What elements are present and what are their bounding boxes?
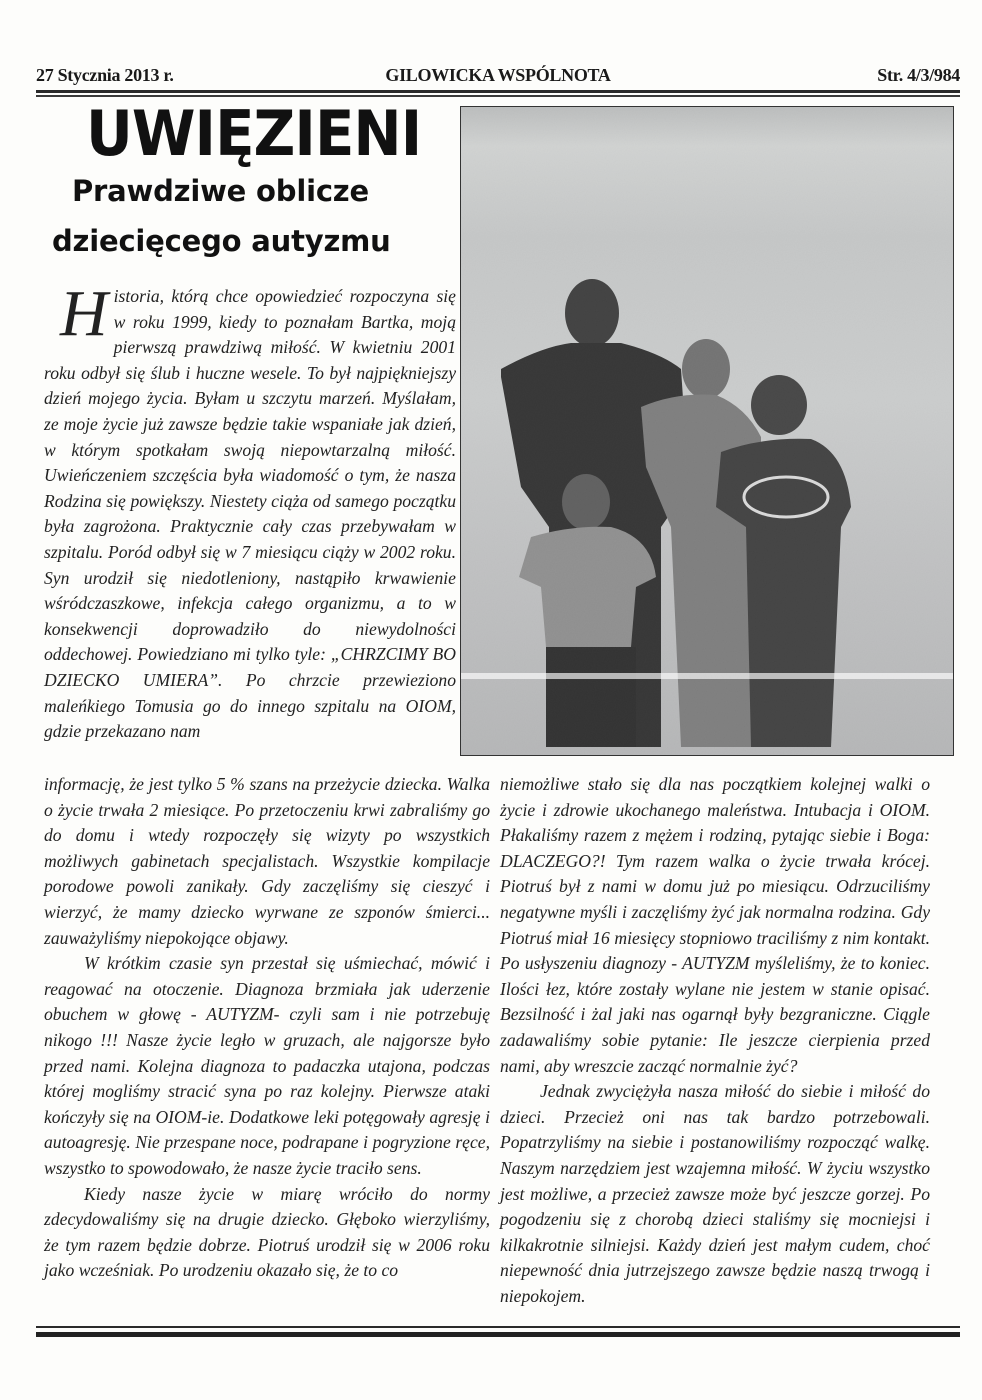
article-column-right	[500, 772, 930, 1309]
paragraph-1-continued: informację, że jest tylko 5 % szans na przeżycie dziecka. Walka o życie trwała 2 miesiące. Po przetoczeniu krwi zabraliśmy go do domu i wtedy rozpoczęły się wizyty po wszystkich możliwych gabinetach specjalistach. Wszystkie kompilacje porodowe powoli zanikały. Gdy zaczęliśmy się cieszyć i wierzyć, że mamy dziecko wyrwane ze szponów śmierci... zauważyliśmy niepokojące objawy.	[44, 774, 490, 948]
page-header	[36, 62, 960, 86]
header-rule-thin	[36, 90, 960, 93]
publication-name: GILOWICKA WSPÓLNOTA	[385, 65, 611, 85]
headline: UWIĘZIENI	[86, 97, 422, 170]
headline-block	[40, 97, 460, 264]
footer-rule-thin	[36, 1326, 960, 1328]
paragraph-4: Jednak zwyciężyła nasza miłość do siebie i miłość do dzieci. Przecież oni nas tak bardzo potrzebowali. Popatrzyliśmy na siebie i postanowiliśmy rozpocząć walkę. Naszym narzędziem jest wzajemna miłość. W życiu wszystko jest możliwe, a przecież zawsze może być jeszcze gorzej. Po pogodzeniu się z chorobą dzieci staliśmy się mocniejsi i kilkakrotnie silniejsi. Każdy dzień jest małym cudem, choć niepewność dnia jutrzejszego zawsze będzie naszą trwogą i niepokojem.	[500, 1081, 930, 1306]
issue-date: 27 Stycznia 2013 r.	[36, 65, 174, 85]
paragraph-3-continued: niemożliwe stało się dla nas początkiem kolejnej walki o życie i zdrowie ukochanego maleństwa. Intubacja i OIOM. Płakaliśmy razem z mężem i rodziną, pytając siebie i Boga: DLACZEGO?! Tym razem walka o życie trwała krócej. Piotruś był z nami w domu już po miesiącu. Odrzuciliśmy negatywne myśli i zaczęliśmy żyć jak normalna rodzina. Gdy Piotruś miał 16 miesięcy stopniowo traciliśmy z nim kontakt. Po usłyszeniu diagnozy - AUTYZM myśleliśmy, że to koniec. Ilości łez, które zostały wylane nie jestem w stanie opisać. Bezsilność i żal jaki nas ogarnął były bezgraniczne. Ciągle zadawaliśmy sobie pytanie: Ile jeszcze cierpienia przed nami, aby wreszcie zacząć normalnie żyć?	[500, 774, 930, 1076]
paragraph-2: W krótkim czasie syn przestał się uśmiechać, mówić i reagować na otoczenie. Diagnoza brzmiała jak uderzenie obuchem w głowę - AUTYZM- czyli sam i nie potrzebuję nikogo !!! Nasze życie legło w gruzach, ale najgorsze było przed nami. Kolejna diagnoza to padaczka utajona, podczas której mogliśmy stracić syna po raz kolejny. Pierwsze ataki kończyły się na OIOM-ie. Dodatkowe leki potęgowały agresję i autoagresję. Nie przespane noce, podrapane i pogryzione ręce, wszystko to spowodowało, że nasze życie traciło sens.	[44, 953, 490, 1178]
drop-cap: H	[60, 277, 108, 350]
photo-scan-streak	[461, 673, 953, 679]
paragraph-3: Kiedy nasze życie w miarę wróciło do normy zdecydowaliśmy się na drugie dziecko. Głęboko wierzyliśmy, że tym razem będzie dobrze. Piotruś urodził się w 2006 roku jako wcześniak. Po urodzeniu okazało się, że to co	[44, 1183, 490, 1281]
article-column-left-bottom	[44, 772, 490, 1284]
subheadline-line-1: Prawdziwe oblicze	[72, 174, 369, 208]
article-column-left-top	[44, 277, 456, 745]
paragraph-1: Historia, którą chce opowiedzieć rozpoczyna się w roku 1999, kiedy to poznałam Bartka, moją pierwszą prawdziwą miłość. W kwietniu 2001 roku odbył się ślub i huczne wesele. To był najpiękniejszy dzień mojego życia. Byłam u szczytu marzeń. Myślałam, ze moje życie już zawsze będzie takie wspaniałe jak dzień, w którym spotkałam swoją niepowtarzalną miłość. Uwieńczeniem szczęścia była wiadomość o tym, że nasza Rodzina się powiększy. Niestety ciąża od samego początku była zagrożona. Praktycznie cały czas przebywałam w szpitalu. Poród odbył się w 7 miesiącu ciąży w 2002 roku. Syn urodził się niedotleniony, nastąpiło krwawienie wśródczaszkowe, infekcja całego organizmu, a to w konsekwencji doprowadziło do niewydolności oddechowej. Powiedziano mi tylko tyle: „CHRZCIMY BO DZIECKO UMIERA”. Po chrzcie przewieziono maleńkiego Tomusia go do innego szpitalu na OIOM, gdzie przekazano nam	[44, 277, 456, 742]
family-photo-illustration	[461, 107, 954, 756]
page-number: Str. 4/3/984	[877, 65, 960, 85]
subheadline-line-2: dziecięcego autyzmu	[52, 224, 391, 258]
footer-rule-thick	[36, 1332, 960, 1337]
family-photo	[460, 106, 954, 756]
